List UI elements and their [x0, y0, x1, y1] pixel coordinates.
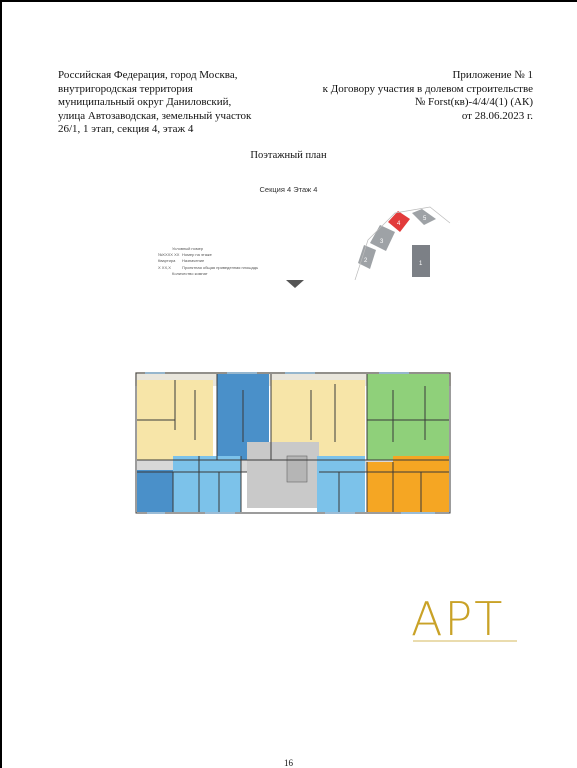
legend-text: Номер на этаже — [182, 252, 212, 258]
apartment-lower-5 — [367, 462, 393, 512]
art-logo — [409, 591, 521, 647]
apartment-upper-4 — [367, 374, 449, 460]
page-border-left — [0, 0, 2, 768]
address-line: Российская Федерация, город Москва, — [58, 69, 238, 81]
legend-text: Назначение — [182, 258, 205, 264]
legend-key: №ХХХХ ХХ — [158, 252, 180, 258]
section-key-plan — [350, 205, 460, 280]
legend-key: Х ХХ,Х — [158, 264, 171, 270]
apartment-lower-4 — [317, 456, 365, 512]
keyplan-label: 3 — [380, 239, 384, 245]
apartment-lower-2 — [173, 456, 199, 512]
address-line: 26/1, 1 этап, секция 4, этаж 4 — [58, 123, 194, 136]
keyplan-section-2 — [358, 245, 376, 269]
logo-text: АРТ — [411, 592, 505, 646]
address-line: внутригородская территория — [58, 82, 193, 95]
page-number: 16 — [284, 758, 293, 768]
legend — [158, 246, 258, 277]
keyplan-label: 1 — [419, 261, 423, 267]
legend-caption-top: Условный номер — [172, 246, 204, 251]
appendix-line: № Forst(кв)-4/4/4(1) (АК) — [414, 96, 533, 109]
keyplan-label: 2 — [364, 258, 368, 264]
appendix-line: от 28.06.2023 г. — [461, 109, 533, 122]
north-arrow-icon — [286, 280, 304, 288]
appendix-line: к Договору участия в долевом строительстве — [322, 82, 533, 95]
address-line: улица Автозаводская, земельный участок — [58, 109, 252, 122]
legend-text: Проектная общая приведенная площадь — [182, 264, 259, 270]
plan-title: Поэтажный план — [250, 150, 327, 161]
legend-row — [158, 265, 258, 271]
address-line: муниципальный округ Даниловский, — [58, 96, 232, 109]
apartment-lower-3 — [199, 456, 241, 512]
address-block — [58, 69, 251, 137]
apartment-lower-1 — [137, 470, 173, 512]
appendix-block — [323, 69, 533, 123]
keyplan-label: 5 — [423, 216, 427, 222]
building-core — [247, 442, 319, 508]
section-title: Секция 4 Этаж 4 — [259, 185, 318, 194]
keyplan-label: 4 — [397, 221, 401, 227]
page-border-top — [0, 0, 577, 2]
keyplan-section-3 — [370, 225, 395, 251]
legend-key: Квартира — [158, 258, 176, 264]
legend-caption-bottom: Количество комнат — [172, 270, 208, 276]
appendix-line: Приложение № 1 — [452, 69, 533, 81]
floor-plan — [135, 370, 451, 518]
